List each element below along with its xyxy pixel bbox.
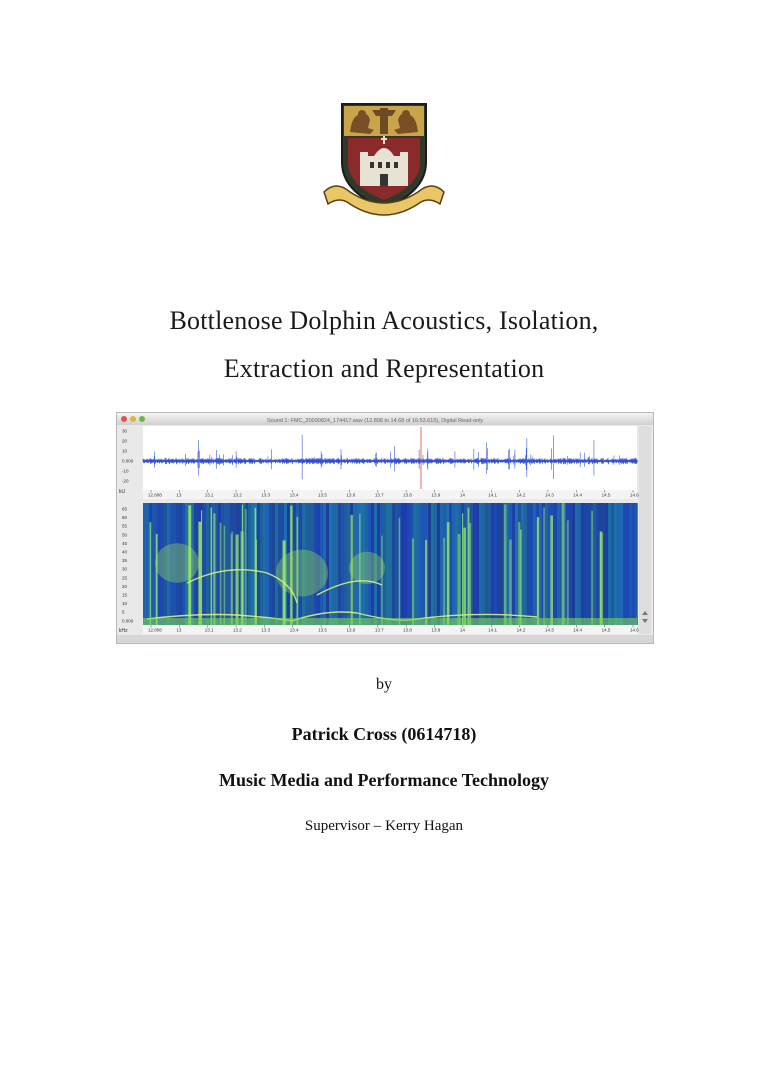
time-tick-label: 14.4 bbox=[573, 627, 583, 633]
spectrogram-y-tick: 25 bbox=[122, 575, 128, 581]
time-tick-label: 14.4 bbox=[573, 492, 583, 498]
spectrogram-y-tick: 0.000 bbox=[122, 618, 134, 624]
time-tick-label: 14 bbox=[459, 492, 465, 498]
university-crest bbox=[316, 100, 452, 225]
time-tick-label: 13.5 bbox=[318, 627, 327, 633]
time-tick-label: 13.4 bbox=[289, 492, 299, 498]
time-tick-label: 13.9 bbox=[431, 627, 441, 633]
spectrogram-image bbox=[143, 503, 638, 625]
time-tick-label: 14.3 bbox=[544, 492, 554, 498]
waveform-y-tick: -20 bbox=[122, 478, 129, 484]
time-tick-label: 13 bbox=[176, 492, 182, 498]
spectrogram-y-tick: 10 bbox=[122, 601, 128, 607]
time-tick-label: 13.6 bbox=[346, 627, 356, 633]
supervisor-label: Supervisor – bbox=[304, 818, 382, 834]
window-title: Sound 1: FMC_20090824_174417.wav (12.808 to 14.68 of 16:53.615), Digital Read-only bbox=[267, 418, 484, 424]
time-tick-label: 13.3 bbox=[261, 627, 271, 633]
time-tick-label: 13.3 bbox=[261, 492, 271, 498]
time-tick-label: 13.8 bbox=[403, 627, 412, 633]
spectrogram-y-tick: 45 bbox=[122, 540, 128, 546]
spectrogram-y-axis bbox=[122, 507, 134, 624]
time-tick-label: 13.7 bbox=[374, 627, 384, 633]
time-tick-label: 13.1 bbox=[204, 492, 214, 498]
time-tick-label: 13.9 bbox=[431, 492, 441, 498]
vertical-scrollbar[interactable] bbox=[639, 426, 651, 634]
time-tick-label: 13.1 bbox=[204, 627, 214, 633]
spectrogram-time-axis bbox=[143, 625, 637, 634]
waveform-y-tick: 20 bbox=[122, 438, 128, 444]
time-tick-label: 12.808 bbox=[148, 492, 162, 498]
byline: by bbox=[376, 676, 392, 693]
minimize-icon[interactable] bbox=[130, 416, 136, 422]
time-tick-label: 13 bbox=[176, 627, 182, 633]
time-tick-label: 13.2 bbox=[233, 492, 242, 498]
time-tick-label: 14.1 bbox=[488, 627, 498, 633]
waveform-y-tick: 10 bbox=[122, 448, 128, 454]
waveform-y-tick: 30 bbox=[122, 428, 128, 434]
spectrogram-y-tick: 55 bbox=[122, 523, 128, 529]
time-tick-label: 14 bbox=[459, 627, 465, 633]
thesis-title-line-1: Bottlenose Dolphin Acoustics, Isolation, bbox=[169, 306, 599, 335]
time-tick-label: 14.6 bbox=[630, 492, 639, 498]
close-icon[interactable] bbox=[121, 416, 127, 422]
spectrogram-y-tick: 35 bbox=[122, 558, 128, 564]
spectrogram-y-tick: 20 bbox=[122, 583, 128, 589]
time-tick-label: 14.2 bbox=[516, 492, 526, 498]
time-tick-label: 12.808 bbox=[148, 627, 162, 633]
crest-icon bbox=[316, 100, 452, 225]
waveform-y-axis bbox=[122, 429, 134, 484]
time-tick-label: 14.2 bbox=[516, 627, 526, 633]
spectrogram-y-tick: 60 bbox=[122, 515, 128, 521]
time-tick-label: 13.4 bbox=[289, 627, 299, 633]
time-tick-label: 14.3 bbox=[544, 627, 554, 633]
spectrogram-y-tick: 15 bbox=[122, 592, 128, 598]
waveform-unit: kU bbox=[119, 489, 126, 495]
supervisor-name: Kerry Hagan bbox=[385, 818, 464, 834]
waveform-y-tick: 0.000 bbox=[122, 458, 134, 464]
time-tick-label: 13.8 bbox=[403, 492, 412, 498]
supervisor-line bbox=[0, 818, 768, 835]
time-tick-label: 13.5 bbox=[318, 492, 327, 498]
time-tick-label: 13.2 bbox=[233, 627, 242, 633]
time-tick-label: 14.5 bbox=[601, 492, 611, 498]
time-tick-label: 13.6 bbox=[346, 492, 356, 498]
spectrogram-y-tick: 30 bbox=[122, 566, 128, 572]
horizontal-scrollbar[interactable] bbox=[117, 635, 653, 643]
spectrogram-y-tick: 5 bbox=[122, 609, 125, 615]
spectrogram-unit: kHz bbox=[119, 628, 128, 634]
thesis-title-line-2: Extraction and Representation bbox=[223, 354, 545, 383]
waveform-time-axis bbox=[143, 490, 637, 499]
spectrogram-y-tick: 40 bbox=[122, 549, 128, 555]
spectrogram-y-tick: 50 bbox=[122, 532, 128, 538]
time-tick-label: 14.6 bbox=[630, 627, 639, 633]
time-tick-label: 14.5 bbox=[601, 627, 611, 633]
zoom-icon[interactable] bbox=[139, 416, 145, 422]
time-tick-label: 14.1 bbox=[488, 492, 498, 498]
spectrogram-figure-svg bbox=[117, 413, 653, 643]
spectrogram-figure bbox=[116, 412, 654, 644]
waveform-y-tick: -10 bbox=[122, 468, 129, 474]
time-tick-label: 13.7 bbox=[374, 492, 384, 498]
program-name: Music Media and Performance Technology bbox=[219, 770, 549, 790]
spectrogram-y-tick: 65 bbox=[122, 506, 128, 512]
author-name: Patrick Cross (0614718) bbox=[291, 724, 477, 744]
